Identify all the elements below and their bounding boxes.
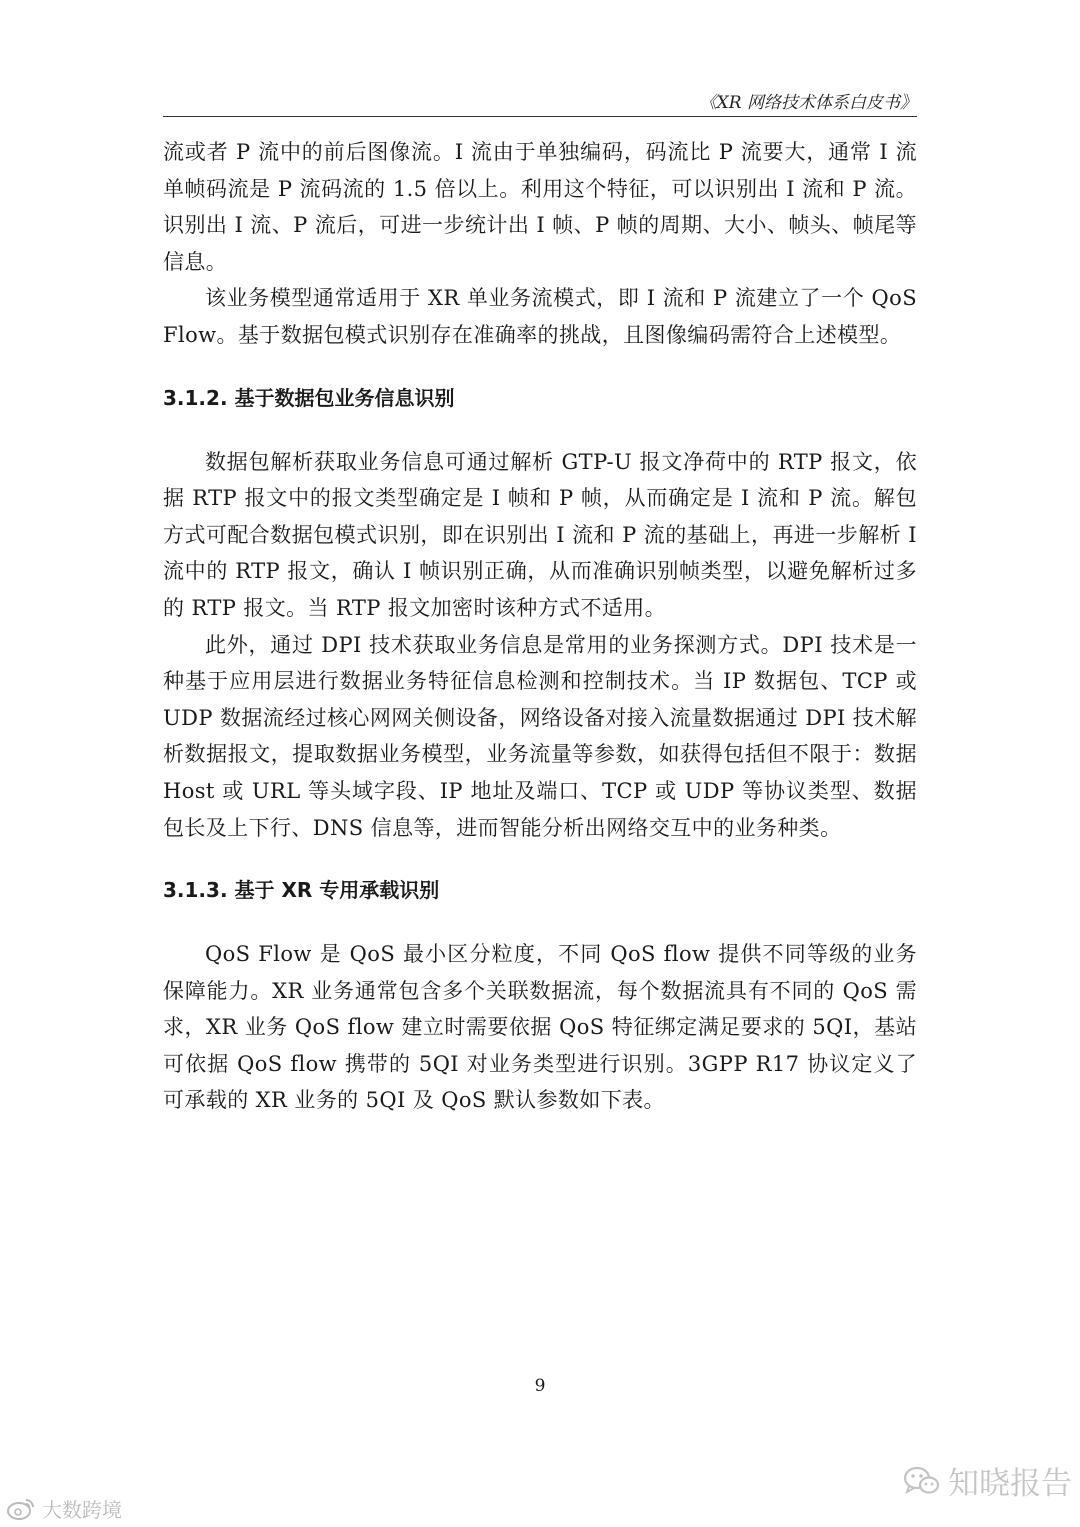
page-body [163,134,917,1119]
page-number: 9 [534,1376,546,1396]
watermark-right-text: 知晓报告 [948,1466,1072,1502]
body-paragraph: 此外，通过 DPI 技术获取业务信息是常用的业务探测方式。DPI 技术是一种基于应用层进行数据业务特征信息检测和控制技术。当 IP 数据包、TCP 或 UDP 数据流经过核心网网关侧设备，网络设备对接入流量数据通过 DPI 技术解析数据报文，提取数据业务模型，业务流量等参数，如获得包括但不限于：数据 Host 或 URL 等头域字段、IP 地址及端口、TCP 或 UDP 等协议类型、数据包长及上下行、DNS 信息等，进而智能分析出网络交互中的业务种类。 [163,632,917,840]
header-divider [163,116,917,117]
section-heading-3-1-3: 3.1.3. 基于 XR 专用承载识别 [163,878,440,903]
body-paragraph: QoS Flow 是 QoS 最小区分粒度，不同 QoS flow 提供不同等级的业务保障能力。XR 业务通常包含多个关联数据流，每个数据流具有不同的 QoS 需求，XR 业务 QoS flow 建立时需要依据 QoS 特征绑定满足要求的 5QI，基站可依据 QoS flow 携带的 5QI 对业务类型进行识别。3GPP R17 协议定义了可承载的 XR 业务的 5QI 及 QoS 默认参数如下表。 [163,942,917,1113]
body-paragraph: 数据包解析获取业务信息可通过解析 GTP-U 报文净荷中的 RTP 报文，依据 RTP 报文中的报文类型确定是 I 帧和 P 帧，从而确定是 I 流和 P 流。解包方式可配合数据包模式识别，即在识别出 I 流和 P 流的基础上，再进一步解析 I 流中的 RTP 报文，确认 I 帧识别正确，从而准确识别帧类型，以避免解析过多的 RTP 报文。当 RTP 报文加密时该种方式不适用。 [163,449,917,620]
watermark-left-text: 大数跨境 [42,1498,122,1522]
body-paragraph: 流或者 P 流中的前后图像流。I 流由于单独编码，码流比 P 流要大，通常 I 流单帧码流是 P 流码流的 1.5 倍以上。利用这个特征，可以识别出 I 流和 P 流。识别出 I 流、P 流后，可进一步统计出 I 帧、P 帧的周期、大小、帧头、帧尾等信息。 [163,140,917,274]
watermark-left [6,1494,122,1523]
body-paragraph: 该业务模型通常适用于 XR 单业务流模式，即 I 流和 P 流建立了一个 QoS Flow。基于数据包模式识别存在准确率的挑战，且图像编码需符合上述模型。 [163,286,917,347]
watermark-right [902,1458,1072,1503]
wechat-icon [902,1465,940,1497]
section-heading-3-1-2: 3.1.2. 基于数据包业务信息识别 [163,385,455,410]
running-header: 《XR 网络技术体系白皮书》 [699,93,917,113]
weibo-icon [6,1497,36,1521]
